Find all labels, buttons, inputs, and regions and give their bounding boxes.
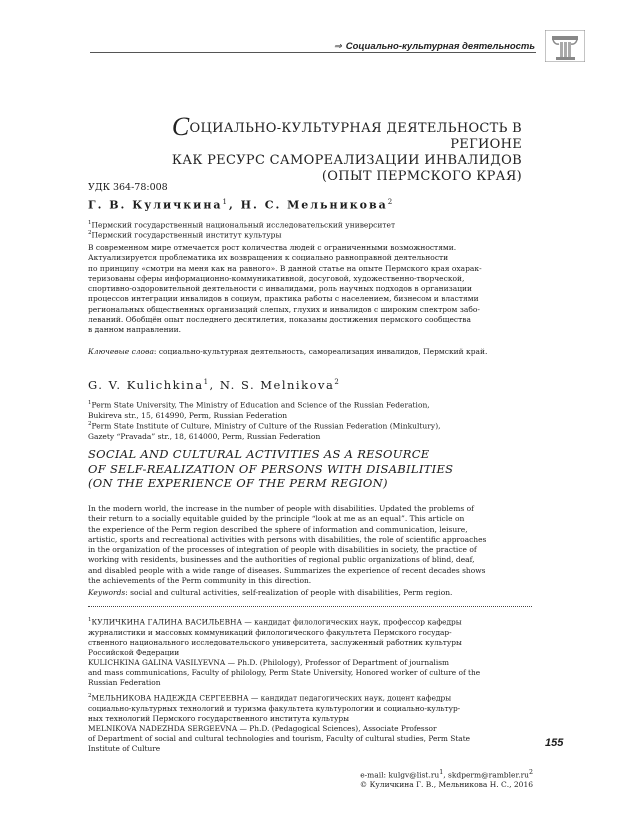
section-title: Социально-культурная деятельность [345,41,535,52]
contact-email: e-mail: $kulgv@list.ru^1$, $skdperm@rambler.ru^2$ [360,769,533,780]
footnote-author-2-en: MELNIKOVA NADEZHDA SERGEEVNA — Ph.D. (Pedagogical Sciences), Associate Professor of Department of social and cultural technologies and tourism, Faculty of cultural studies, Perm State Institute of Culture [88,724,471,754]
affiliation-ru-2: $^2$Пермский государственный институт культуры [88,230,282,240]
footnote-author-1-en: KULICHKINA GALINA VASILYEVNA — Ph.D. (Philology), Professor of Department of journalism and mass communications, Faculty of philology, Perm State University, Honored worker of culture of the Russian Federation [88,658,481,688]
title-line-2: КАК РЕСУРС САМОРЕАЛИЗАЦИИ ИНВАЛИДОВ [171,153,522,168]
title-line-3: (ОПЫТ ПЕРМСКОГО КРАЯ) [321,169,522,184]
keywords-en: Keywords: social and cultural activities, self-realization of people with disabilities, Perm region. [88,588,453,597]
footnote-author-1-ru: $^1$КУЛИЧКИНА ГАЛИНА ВАСИЛЬЕВНА — кандидат филологических наук, профессор кафедры журналистики и массовых коммуникаций филологического факультета Пермского государ- ственного национального исследовательского университета, заслуженный работник культуры Российской Федерации [88,617,462,657]
authors-en: G. V. Kulichkina$^1$, N. S. Melnikova$^2$ [88,378,341,392]
title-line-1: ОЦИАЛЬНО-КУЛЬТУРНАЯ ДЕЯТЕЛЬНОСТЬ В РЕГИОНЕ [189,121,522,152]
footnote-author-2-ru: $^2$МЕЛЬНИКОВА НАДЕЖДА СЕРГЕЕВНА — кандидат педагогических наук, доцент кафедры социально-культурных технологий и туризма факультета культурологии и социально-культур- ных технологий Пермского государственного института культуры [88,693,461,723]
affiliation-en-2: $^2$Perm State Institute of Culture, Ministry of Culture of the Russian Federation (Minkulturу), Gazety “Pravada” str., 18, 614000, Perm, Russian Federation [88,421,441,441]
udc-code: УДК 364-78:008 [88,182,168,193]
authors-ru: Г. В. Куличкина$^1$, Н. С. Мельникова$^2$ [88,198,395,212]
keywords-ru: Ключевые слова: социально-культурная деятельность, самореализация инвалидов, Пермский край. [88,347,488,356]
running-header [334,41,535,52]
copyright: © Куличкина Г. В., Мельникова Н. С., 2016 [359,780,533,789]
column-capital-icon [545,30,585,62]
title-initial: С [171,112,190,141]
abstract-ru: В современном мире отмечается рост количества людей с ограниченными возможностями. Актуализируется проблематика их возвращения к социально равноправной деятельности по принципу «смотри на меня как на равного». В данной статье на опыте Пермского края охарак- теризованы сферы информационно-коммуникативной, досуговой, художественно-творческой, спортивно-оздоровительной деятельности с инвалидами, роль научных подходов в организации процессов интеграции инвалидов в социум, практика работы с населением, бизнесом и властями региональных общественных организаций слепых, глухих и инвалидов с широким спектром забо- леваний. Обобщён опыт последнего десятилетия, показаны достижения пермского сообщества в данном направлении. [88,243,482,335]
footnote-separator [88,606,532,607]
arrow-right-icon: ⇒ [333,41,342,52]
article-title-en: SOCIAL AND CULTURAL ACTIVITIES AS A RESOURCE OF SELF-REALIZATION OF PERSONS WITH DISABILITIES (ON THE EXPERIENCE OF THE PERM REGION) [88,447,454,490]
author-2: Н. С. Мельникова [240,198,388,212]
abstract-en: In the modern world, the increase in the number of people with disabilities. Updated the problems of their return to a socially equitable guided by the principle “look at me as an equal”. This article on the experience of the Perm region described the sphere of information and communication, leisure, artistic, sports and recreational activities with persons with disabilities, the role of scientific approaches in the organization of the processes of integration of people with disabilities in society, the practice of working with residents, businesses and the authorities of regional public organizations of blind, deaf, and disabled people with a wide range of diseases. Summarizes the experience of recent decades shows the achievements of the Perm community in this direction. [88,504,487,586]
page-number: 155 [545,737,564,749]
article-title [100,112,522,185]
affiliation-en-1: $^1$Perm State University, The Ministry of Education and Science of the Russian Federation, Bukireva str., 15, 614990, Perm, Russian Federation [88,400,430,420]
author-1: Г. В. Куличкина [88,198,223,212]
header-rule [90,52,536,53]
affiliation-ru-1: $^1$Пермский государственный национальный исследовательский университет [88,220,396,230]
